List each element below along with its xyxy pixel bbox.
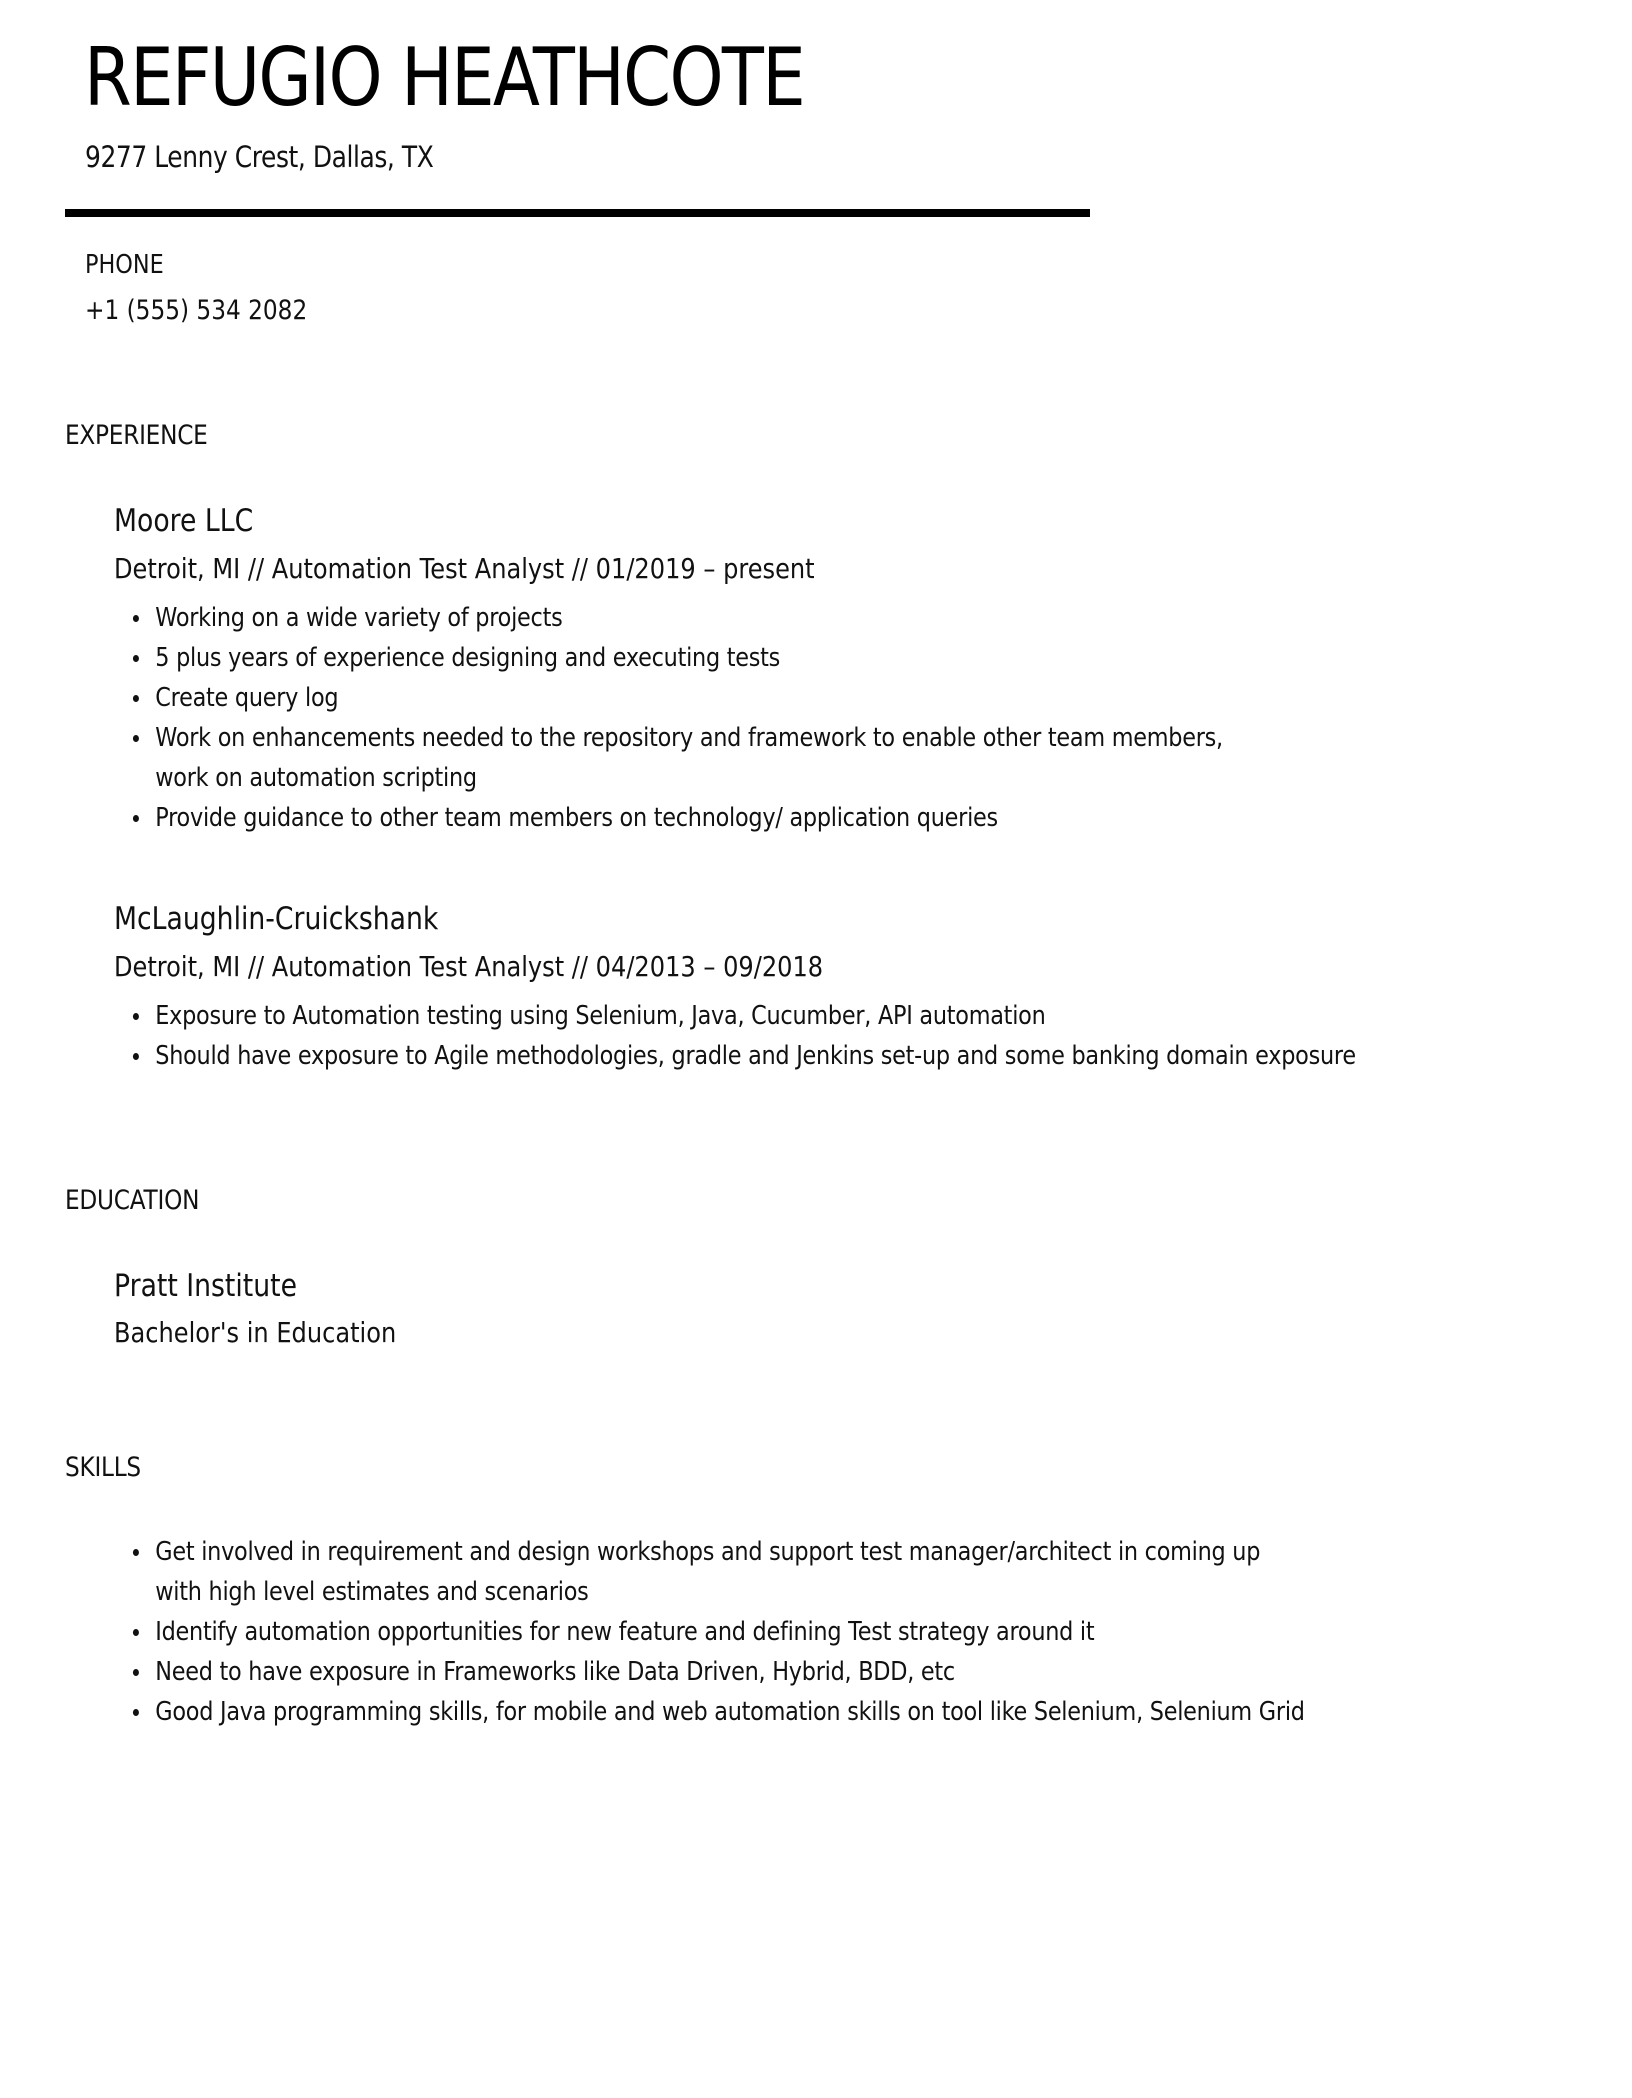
experience-bullet-list bbox=[114, 598, 1548, 838]
experience-company: McLaughlin-Cruickshank bbox=[114, 901, 439, 937]
skills-heading: SKILLS bbox=[65, 1452, 141, 1483]
list-item: Should have exposure to Agile methodologies, gradle and Jenkins set-up and some banking domain exposure bbox=[155, 1036, 1548, 1076]
experience-bullet-list bbox=[114, 996, 1548, 1076]
list-item: Get involved in requirement and design workshops and support test manager/architect in coming up with high level estimates and scenarios bbox=[155, 1532, 1264, 1612]
candidate-address: 9277 Lenny Crest, Dallas, TX bbox=[85, 140, 434, 174]
header-divider bbox=[65, 209, 1090, 217]
list-item: Provide guidance to other team members on technology/ application queries bbox=[155, 798, 1548, 838]
list-item: Work on enhancements needed to the repository and framework to enable other team members, work on automation scripting bbox=[155, 718, 1230, 798]
education-heading: EDUCATION bbox=[65, 1185, 200, 1216]
experience-heading: EXPERIENCE bbox=[65, 420, 208, 451]
list-item: Exposure to Automation testing using Selenium, Java, Cucumber, API automation bbox=[155, 996, 1548, 1036]
experience-company: Moore LLC bbox=[114, 503, 254, 539]
experience-details: Detroit, MI // Automation Test Analyst // 04/2013 – 09/2018 bbox=[114, 950, 824, 983]
list-item: Working on a wide variety of projects bbox=[155, 598, 1548, 638]
phone-value: +1 (555) 534 2082 bbox=[85, 295, 308, 326]
list-item: Need to have exposure in Frameworks like Data Driven, Hybrid, BDD, etc bbox=[155, 1652, 1548, 1692]
education-degree: Bachelor's in Education bbox=[114, 1316, 397, 1349]
list-item: Identify automation opportunities for new feature and defining Test strategy around it bbox=[155, 1612, 1548, 1652]
education-school: Pratt Institute bbox=[114, 1268, 298, 1304]
phone-label: PHONE bbox=[85, 250, 164, 280]
experience-details: Detroit, MI // Automation Test Analyst // 01/2019 – present bbox=[114, 552, 815, 585]
list-item: Create query log bbox=[155, 678, 1548, 718]
skills-bullet-list bbox=[114, 1532, 1548, 1732]
candidate-name: REFUGIO HEATHCOTE bbox=[84, 31, 804, 124]
list-item: Good Java programming skills, for mobile and web automation skills on tool like Selenium, Selenium Grid bbox=[155, 1692, 1548, 1732]
list-item: 5 plus years of experience designing and executing tests bbox=[155, 638, 1548, 678]
